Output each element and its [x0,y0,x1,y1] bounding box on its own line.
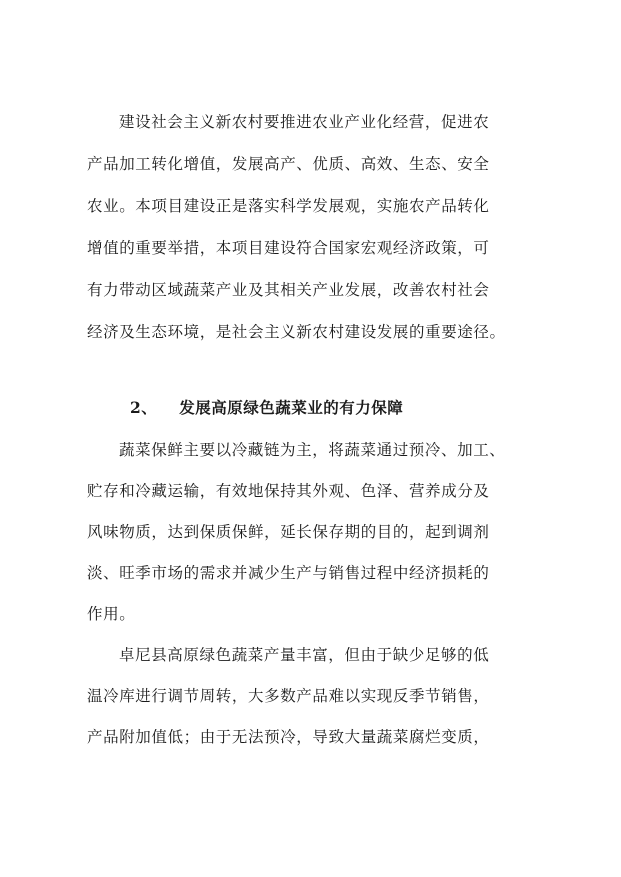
paragraph-2-line-1: 蔬菜保鲜主要以冷藏链为主，将蔬菜通过预冷、加工、 [119,441,506,459]
section-2-number: 2、 [130,398,158,417]
paragraph-1-line-6: 经济及生态环境，是社会主义新农村建设发展的重要途径。 [87,323,506,341]
paragraph-3-line-2: 温冷库进行调节周转，大多数产品难以实现反季节销售， [87,687,490,705]
paragraph-2-line-4: 淡、旺季市场的需求并减少生产与销售过程中经济损耗的 [87,564,490,582]
paragraph-3-line-3: 产品附加值低；由于无法预冷，导致大量蔬菜腐烂变质， [87,728,490,746]
paragraph-2-line-3: 风味物质，达到保质保鲜，延长保存期的目的，起到调剂 [87,523,490,541]
section-2-heading [130,398,403,418]
paragraph-3-line-1: 卓尼县高原绿色蔬菜产量丰富，但由于缺少足够的低 [119,646,490,664]
paragraph-1-line-3: 农业。本项目建设正是落实科学发展观，实施农产品转化 [87,197,490,215]
section-2-title: 发展高原绿色蔬菜业的有力保障 [179,398,404,417]
paragraph-1-line-4: 增值的重要举措，本项目建设符合国家宏观经济政策，可 [87,239,490,257]
paragraph-1-line-5: 有力带动区域蔬菜产业及其相关产业发展，改善农村社会 [87,281,490,299]
paragraph-1-line-2: 产品加工转化增值，发展高产、优质、高效、生态、安全 [87,155,490,173]
paragraph-1-line-1: 建设社会主义新农村要推进农业产业化经营，促进农 [119,113,490,131]
paragraph-2-line-5: 作用。 [87,605,136,623]
paragraph-2-line-2: 贮存和冷藏运输，有效地保持其外观、色泽、营养成分及 [87,482,490,500]
